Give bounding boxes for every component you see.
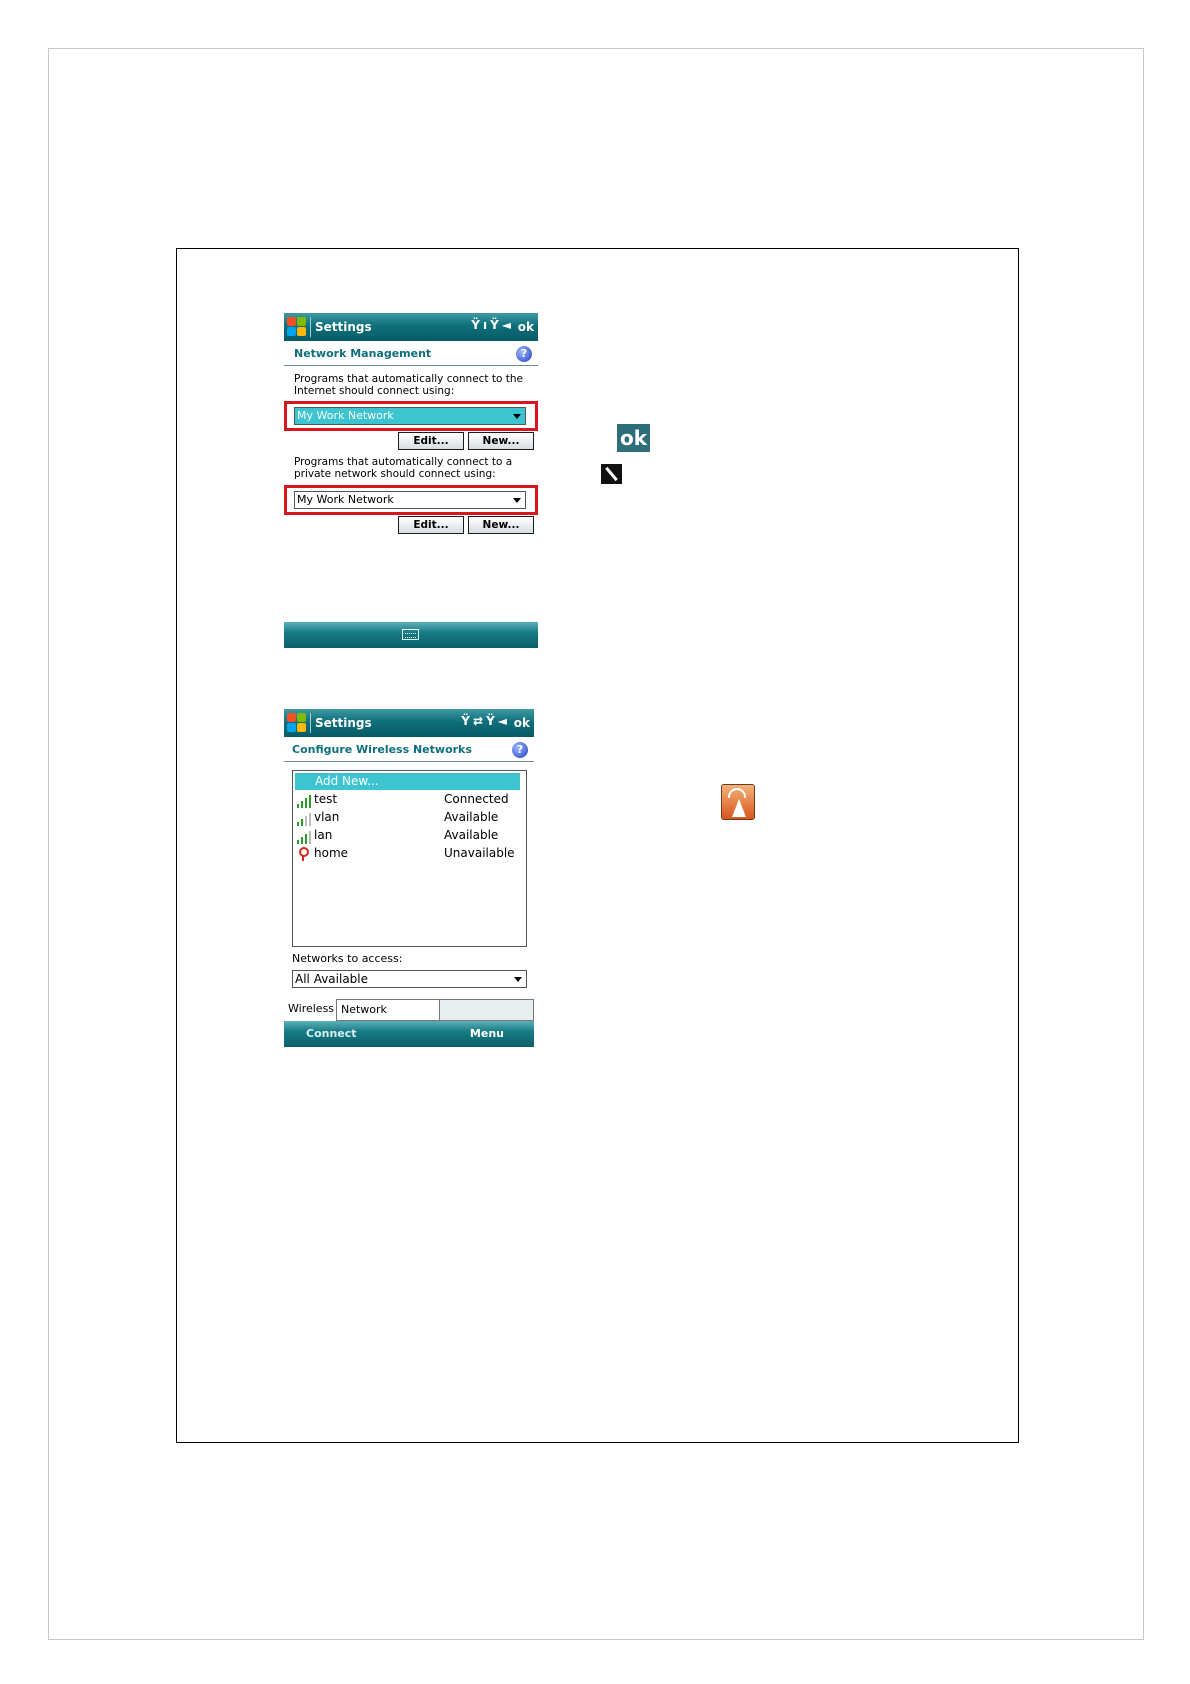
internet-prompt-line2: Internet should connect using:	[294, 385, 455, 397]
private-prompt-line1: Programs that automatically connect to a	[294, 456, 513, 468]
connect-softkey[interactable]: Connect	[306, 1027, 357, 1040]
list-item[interactable]	[295, 809, 520, 827]
private-prompt-line2: private network should connect using:	[294, 468, 496, 480]
help-icon[interactable]: ?	[516, 346, 532, 362]
pen-icon	[601, 464, 622, 484]
private-new-button[interactable]: New...	[468, 516, 534, 534]
private-prompt	[294, 456, 512, 480]
page-title: Configure Wireless Networks	[292, 743, 472, 756]
internet-prompt	[294, 373, 523, 397]
network-status: Connected	[444, 792, 509, 806]
internet-new-button[interactable]: New...	[468, 432, 534, 450]
signal-strength-icon	[297, 795, 313, 808]
list-item[interactable]	[295, 791, 520, 809]
title-text: Settings	[315, 320, 372, 334]
signal-off-icon: Ÿ	[490, 318, 502, 332]
title-separator	[310, 317, 311, 337]
tab-network-adapters[interactable]: Network	[336, 999, 440, 1021]
title-bar	[284, 709, 534, 737]
network-name: vlan	[314, 810, 340, 824]
signal-strength-icon	[297, 813, 313, 826]
unavailable-network-icon	[299, 847, 309, 857]
antenna-off-icon: Ÿ	[471, 318, 483, 332]
soft-key-bar	[284, 1021, 534, 1047]
wireless-network-icon	[721, 784, 755, 820]
private-edit-button[interactable]: Edit...	[398, 516, 464, 534]
antenna-off-icon: Ÿ	[461, 714, 473, 728]
network-name: home	[314, 846, 349, 860]
network-status: Available	[444, 828, 499, 842]
network-status: Unavailable	[444, 846, 515, 860]
networks-to-access-value: All Available	[295, 972, 369, 986]
network-management-screen	[284, 313, 538, 648]
status-icons[interactable]	[471, 318, 514, 332]
internet-edit-button[interactable]: Edit...	[398, 432, 464, 450]
signal-off-icon: Ÿ	[486, 714, 498, 728]
page-title: Network Management	[294, 347, 432, 360]
title-bar	[284, 313, 538, 341]
ok-icon: ok	[617, 424, 650, 452]
windows-start-icon[interactable]	[287, 713, 307, 733]
add-new-label: Add New...	[315, 774, 379, 788]
list-item[interactable]	[295, 827, 520, 845]
networks-to-access-select[interactable]	[292, 970, 527, 988]
signal-strength-icon	[297, 831, 313, 844]
tab-wireless[interactable]: Wireless	[284, 999, 336, 1021]
page-header	[284, 739, 534, 762]
windows-start-icon[interactable]	[287, 317, 307, 337]
ok-button[interactable]: ok	[513, 716, 530, 730]
network-name: test	[314, 792, 338, 806]
list-item[interactable]	[295, 845, 520, 863]
private-network-select[interactable]	[294, 491, 526, 509]
chevron-down-icon	[513, 414, 521, 419]
ok-button[interactable]: ok	[517, 320, 534, 334]
internet-network-value: My Work Network	[297, 409, 394, 422]
networks-to-access-label: Networks to access:	[292, 952, 403, 965]
chevron-down-icon	[514, 977, 522, 982]
wireless-networks-screen	[284, 709, 534, 1047]
keyboard-icon[interactable]	[402, 629, 419, 640]
help-icon[interactable]: ?	[512, 742, 528, 758]
network-status: Available	[444, 810, 499, 824]
internet-network-select[interactable]	[294, 407, 526, 425]
internet-prompt-line1: Programs that automatically connect to the	[294, 373, 523, 385]
network-list[interactable]	[292, 770, 527, 947]
chevron-down-icon	[513, 498, 521, 503]
title-text: Settings	[315, 716, 372, 730]
speaker-icon: ◄	[497, 714, 510, 728]
soft-key-bar	[284, 622, 538, 648]
network-name: lan	[314, 828, 333, 842]
speaker-icon: ◄	[501, 318, 514, 332]
add-new-item[interactable]	[295, 773, 520, 790]
menu-softkey[interactable]: Menu	[469, 1027, 504, 1040]
title-separator	[310, 713, 311, 733]
private-network-value: My Work Network	[297, 493, 394, 506]
status-icons[interactable]	[461, 714, 510, 728]
page-header	[284, 343, 538, 366]
tab-empty-area	[440, 999, 534, 1021]
tab-strip	[284, 999, 534, 1021]
info-icon: ı	[482, 318, 491, 332]
connection-icon: ⇄	[473, 714, 487, 728]
